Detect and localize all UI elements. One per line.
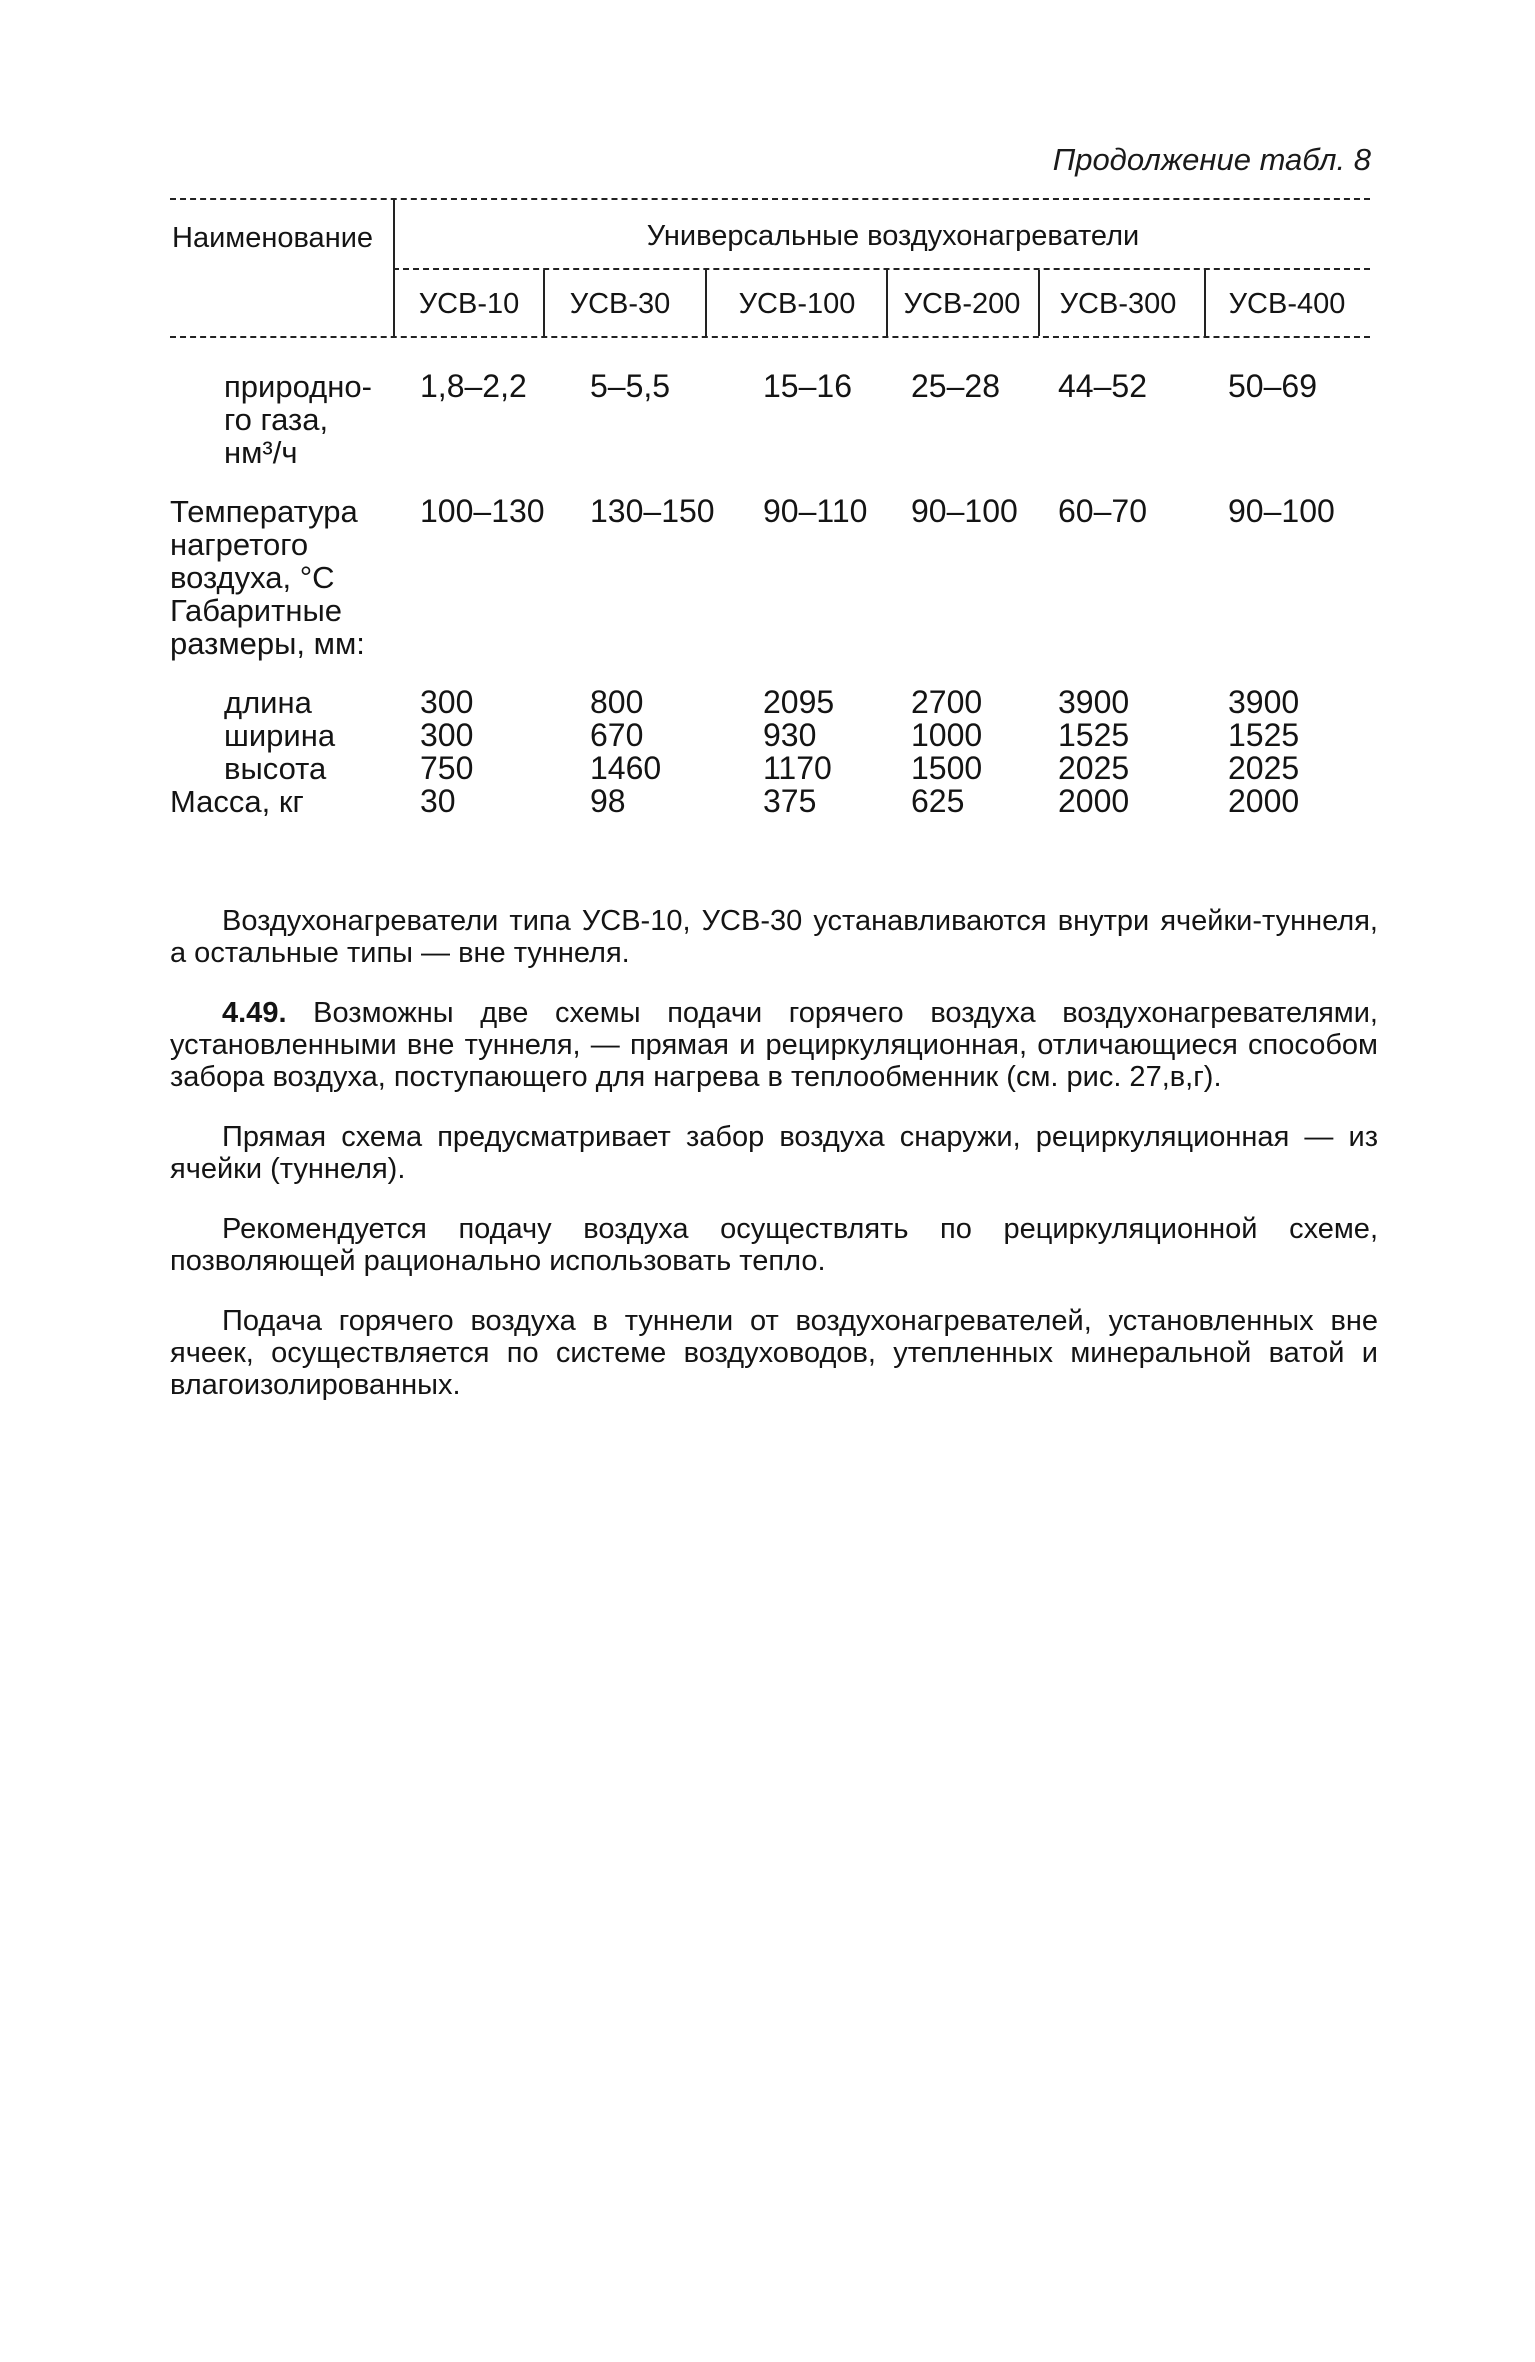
table-cell: 930 <box>763 717 817 753</box>
column-header-usv30: УСВ-30 <box>569 288 671 320</box>
table-cell: 800 <box>590 684 644 720</box>
table-row <box>170 752 1370 785</box>
header-bottom-rule <box>170 336 1370 338</box>
table-cell: 1500 <box>911 750 983 786</box>
header-divider-1 <box>543 270 545 336</box>
table-cell: 1525 <box>1058 717 1130 753</box>
row-label-temperature: Температура нагретого воздуха, °С <box>170 494 358 595</box>
table-row <box>170 495 1370 594</box>
table-cell: 100–130 <box>420 493 545 529</box>
table-cell: 670 <box>590 717 644 753</box>
table-row <box>170 594 1370 686</box>
table-cell: 25–28 <box>911 368 1000 404</box>
table-cell: 625 <box>911 783 965 819</box>
table-cell: 1000 <box>911 717 983 753</box>
paragraph-air-ducts: Подача горячего воздуха в туннели от воздухонагревателей, установленных вне ячеек, осуществляется по системе воздуховодов, утепленных минеральной ватой и влагоизолированных. <box>170 1305 1378 1401</box>
group-column-header: Универсальные воздухонагреватели <box>646 220 1140 252</box>
header-top-rule <box>170 198 1370 200</box>
header-mid-rule <box>393 268 1370 270</box>
table-cell: 2000 <box>1058 783 1130 819</box>
table-cell: 2000 <box>1228 783 1300 819</box>
table-cell: 1525 <box>1228 717 1300 753</box>
table-cell: 1,8–2,2 <box>420 368 527 404</box>
table-cell: 375 <box>763 783 817 819</box>
column-header-usv400: УСВ-400 <box>1228 288 1346 320</box>
table-cell: 300 <box>420 684 474 720</box>
table-cell: 1460 <box>590 750 662 786</box>
section-number: 4.49. <box>222 997 287 1029</box>
body-text <box>170 905 1378 1429</box>
header-divider-5 <box>1204 270 1206 336</box>
header-divider-4 <box>1038 270 1040 336</box>
table-cell: 30 <box>420 783 456 819</box>
row-label-width: ширина <box>224 718 336 753</box>
header-divider-name <box>393 200 395 336</box>
table-cell: 98 <box>590 783 626 819</box>
paragraph-recommendation: Рекомендуется подачу воздуха осуществлять по рециркуляционной схеме, позволяющей рационально использовать тепло. <box>170 1213 1378 1277</box>
table-cell: 60–70 <box>1058 493 1147 529</box>
table-cell: 15–16 <box>763 368 852 404</box>
table-row <box>170 686 1370 719</box>
table-cell: 50–69 <box>1228 368 1317 404</box>
table-cell: 2025 <box>1058 750 1130 786</box>
column-header-usv100: УСВ-100 <box>738 288 856 320</box>
paragraph-supply-schemes: 4.49. Возможны две схемы подачи горячего воздуха воздухонагревателями, установленными вне туннеля, — прямая и рециркуляционная, отличающиеся способом забора воздуха, поступающего для нагрева в теплообменник (см. рис. 27,в,г). <box>170 997 1378 1093</box>
table-cell: 750 <box>420 750 474 786</box>
row-label-length: длина <box>224 685 312 720</box>
column-header-usv300: УСВ-300 <box>1059 288 1177 320</box>
row-label-dimensions: Габаритные размеры, мм: <box>170 593 365 661</box>
table-cell: 130–150 <box>590 493 715 529</box>
table-cell: 1170 <box>763 750 832 786</box>
table-row <box>170 785 1370 818</box>
row-label-mass: Масса, кг <box>170 784 304 819</box>
table-row <box>170 719 1370 752</box>
header-divider-2 <box>705 270 707 336</box>
table-cell: 44–52 <box>1058 368 1147 404</box>
specs-table-body <box>170 370 1370 818</box>
table-cell: 90–100 <box>911 493 1018 529</box>
table-cell: 2095 <box>763 684 835 720</box>
table-cell: 90–100 <box>1228 493 1335 529</box>
table-cell: 300 <box>420 717 474 753</box>
paragraph-heater-placement: Воздухонагреватели типа УСВ-10, УСВ-30 устанавливаются внутри ячейки-туннеля, а остальные типы — вне туннеля. <box>170 905 1378 969</box>
table-cell: 90–110 <box>763 493 868 529</box>
table-continuation-caption: Продолжение табл. 8 <box>1052 142 1371 177</box>
column-header-usv200: УСВ-200 <box>903 288 1021 320</box>
table-cell: 2025 <box>1228 750 1300 786</box>
name-column-header: Наименование <box>172 222 374 254</box>
table-cell: 3900 <box>1228 684 1300 720</box>
paragraph-direct-scheme: Прямая схема предусматривает забор воздуха снаружи, рециркуляционная — из ячейки (туннеля). <box>170 1121 1378 1185</box>
column-header-usv10: УСВ-10 <box>418 288 520 320</box>
table-cell: 2700 <box>911 684 983 720</box>
row-label-height: высота <box>224 751 327 786</box>
table-cell: 5–5,5 <box>590 368 671 404</box>
row-label-gas: природно- го газа, нм³/ч <box>224 369 372 470</box>
table-row <box>170 370 1370 495</box>
header-divider-3 <box>886 270 888 336</box>
table-cell: 3900 <box>1058 684 1130 720</box>
